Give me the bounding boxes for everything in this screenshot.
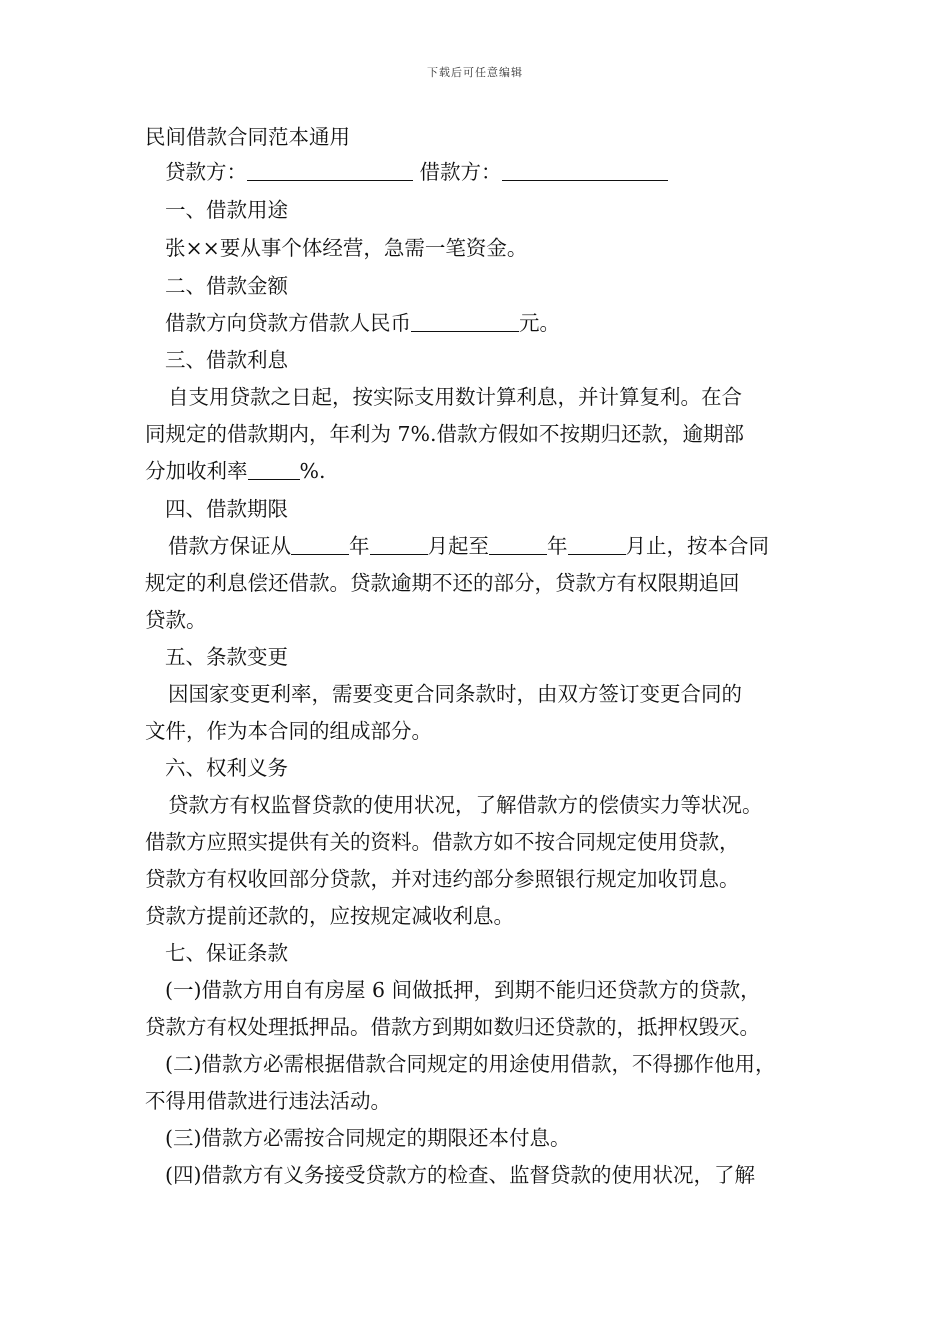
term-text-end: 月止，按本合同 [625, 534, 769, 558]
lender-blank[interactable] [247, 160, 413, 181]
paragraph-line: (一)借款方用自有房屋 6 间做抵押，到期不能归还贷款方的贷款， [165, 978, 761, 1002]
paragraph-line: (四)借款方有义务接受贷款方的检查、监督贷款的使用状况，了解 [165, 1163, 755, 1187]
paragraph-line: 贷款方有权收回部分贷款，并对违约部分参照银行规定加收罚息。 [145, 867, 740, 891]
amount-blank[interactable] [411, 311, 519, 332]
paragraph-line: 自支用贷款之日起，按实际支用数计算利息，并计算复利。在合 [168, 385, 742, 409]
paragraph-line: 贷款方有权监督贷款的使用状况，了解借款方的偿债实力等状况。 [168, 793, 763, 817]
section-heading: 七、保证条款 [165, 941, 288, 965]
term-text: 借款方保证从 [168, 534, 291, 558]
borrower-label: 借款方： [419, 160, 502, 184]
section-heading: 五、条款变更 [165, 645, 288, 669]
paragraph-line: (二)借款方必需根据借款合同规定的用途使用借款，不得挪作他用， [165, 1052, 776, 1076]
term-line [168, 533, 769, 559]
paragraph-line: 张××要从事个体经营，急需一笔资金。 [165, 236, 528, 260]
section-heading: 一、借款用途 [165, 198, 288, 222]
start-year-blank[interactable] [291, 534, 349, 555]
start-month-blank[interactable] [370, 534, 428, 555]
parties-line [165, 159, 668, 185]
document-title: 民间借款合同范本通用 [145, 125, 350, 149]
penalty-rate-line [145, 458, 326, 484]
paragraph-line: (三)借款方必需按合同规定的期限还本付息。 [165, 1126, 571, 1150]
percent-sign: %. [299, 459, 326, 483]
year-label: 年 [349, 534, 370, 558]
section-heading: 六、权利义务 [165, 756, 288, 780]
month-label: 月起至 [427, 534, 489, 558]
amount-line [165, 310, 560, 336]
paragraph-line: 贷款方提前还款的，应按规定减收利息。 [145, 904, 514, 928]
paragraph-line: 规定的利息偿还借款。贷款逾期不还的部分，贷款方有权限期追回 [145, 571, 740, 595]
section-heading: 二、借款金额 [165, 274, 288, 298]
penalty-rate-blank[interactable] [248, 459, 300, 480]
amount-text: 借款方向贷款方借款人民币 [165, 311, 411, 335]
year-label: 年 [547, 534, 568, 558]
paragraph-line: 文件，作为本合同的组成部分。 [145, 719, 432, 743]
page-header: 下载后可任意编辑 [427, 66, 523, 79]
section-heading: 三、借款利息 [165, 348, 288, 372]
paragraph-line: 因国家变更利率，需要变更合同条款时，由双方签订变更合同的 [168, 682, 742, 706]
paragraph-line: 同规定的借款期内，年利为 7%.借款方假如不按期归还款，逾期部 [145, 422, 745, 446]
paragraph-line: 借款方应照实提供有关的资料。借款方如不按合同规定使用贷款， [145, 830, 740, 854]
penalty-text: 分加收利率 [145, 459, 248, 483]
paragraph-line: 贷款方有权处理抵押品。借款方到期如数归还贷款的，抵押权毁灭。 [145, 1015, 760, 1039]
paragraph-line: 不得用借款进行违法活动。 [145, 1089, 391, 1113]
paragraph-line: 贷款。 [145, 608, 207, 632]
lender-label: 贷款方： [165, 160, 247, 184]
end-year-blank[interactable] [489, 534, 547, 555]
amount-unit: 元。 [519, 311, 560, 335]
borrower-blank[interactable] [502, 160, 668, 181]
section-heading: 四、借款期限 [165, 497, 288, 521]
end-month-blank[interactable] [568, 534, 626, 555]
